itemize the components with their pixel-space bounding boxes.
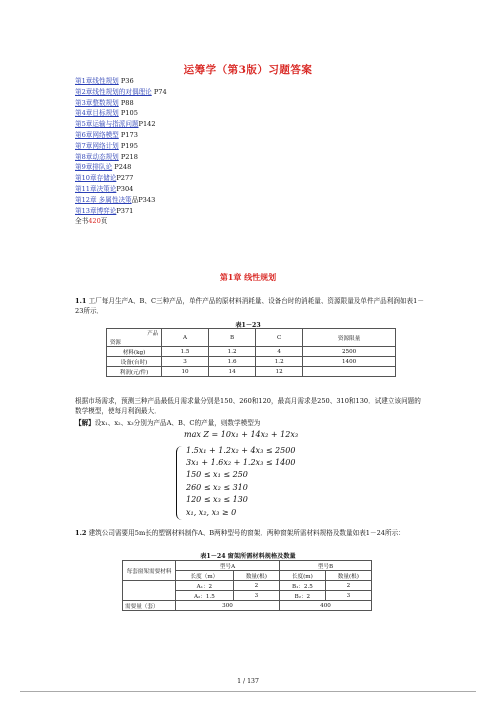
- row-header-cell: 每套窗架需要材料: [123, 561, 176, 581]
- toc-link[interactable]: 第4章目标规划: [75, 109, 119, 118]
- table-header-cell: A: [162, 329, 209, 347]
- toc-link[interactable]: 第11章决策论: [75, 184, 117, 193]
- problem-text: 工厂每月生产A、B、C三种产品，单件产品的原材料消耗量、设备台时的消耗量、资源限量及单件产品利润如表1－23所示．: [75, 297, 424, 315]
- toc-page: P218: [120, 152, 138, 161]
- corner-top-label: 产品: [147, 331, 158, 337]
- table-cell: 1400: [303, 357, 396, 367]
- table-header-cell: 资源限量: [303, 329, 396, 347]
- table-cell: 10: [162, 367, 209, 377]
- toc-link[interactable]: 第10章存储论: [75, 174, 117, 183]
- table-cell: 1.2: [256, 357, 303, 367]
- sub-header-cell: 数量(根): [325, 571, 371, 581]
- constraint-3: 150 ≤ x₁ ≤ 250: [186, 470, 248, 479]
- table-cell: 2: [233, 581, 279, 591]
- table-cell: B₁：2.5: [280, 581, 326, 591]
- toc-item[interactable]: [75, 184, 167, 195]
- table-cell: 3: [233, 591, 279, 601]
- toc-page: 品P343: [131, 195, 156, 204]
- toc-link[interactable]: 第2章线性规划的对偶理论: [75, 87, 152, 96]
- page-number: 1 / 137: [237, 678, 259, 685]
- toc-item[interactable]: [75, 206, 167, 217]
- toc-page: P173: [120, 130, 138, 139]
- table-of-contents: [75, 76, 167, 227]
- table-cell: 3: [162, 357, 209, 367]
- table-cell: 4: [256, 347, 303, 357]
- toc-item[interactable]: [75, 119, 167, 130]
- toc-page: P304: [116, 184, 134, 193]
- toc-link[interactable]: 第5章运输与指派问题: [75, 120, 139, 129]
- constraint-2: 3x₁ + 1.6x₂ + 1.2x₃ ≤ 1400: [186, 458, 296, 467]
- toc-page: P105: [120, 109, 138, 118]
- corner-bottom-label: 资源: [110, 340, 121, 346]
- total-suffix: 页: [100, 217, 108, 226]
- toc-link[interactable]: 第13章博弈论: [75, 206, 117, 215]
- toc-link[interactable]: 第9章排队论: [75, 163, 113, 172]
- empty-cell: [123, 581, 176, 601]
- total-prefix: 全书: [75, 217, 89, 226]
- problem-text: 建筑公司需要用5m长的塑钢材料制作A、B两种型号的窗架．两种窗架所需材料规格及数量如表1－24所示：: [88, 529, 405, 537]
- toc-link[interactable]: 第8章动态规划: [75, 152, 119, 161]
- table-1-caption: 表1－23: [235, 322, 261, 329]
- constraint-4: 260 ≤ x₂ ≤ 310: [186, 483, 248, 492]
- row-label: 设备(台时): [107, 357, 162, 367]
- table-row: [123, 581, 372, 591]
- table-corner-cell: [107, 329, 162, 347]
- toc-page: P277: [116, 174, 134, 183]
- problem-1-1: [75, 296, 425, 316]
- table-row: [107, 367, 396, 377]
- table-cell: 1.5: [162, 347, 209, 357]
- table-cell: 3: [325, 591, 371, 601]
- sub-header-cell: 长度(m): [280, 571, 326, 581]
- table-cell: A₁：2: [176, 581, 234, 591]
- objective-function: max Z = 10x₁ + 14x₂ + 12x₃: [184, 430, 299, 439]
- toc-item[interactable]: [75, 195, 167, 206]
- table-cell: 12: [256, 367, 303, 377]
- problem-1-1-cont: 根据市场需求，预测三种产品最低月需求量分别是150、260和120，最高月需求是250、310和130．试建立该问题的数学模型，使每月利润最大．: [75, 397, 421, 415]
- table-cell: 2: [325, 581, 371, 591]
- toc-item[interactable]: [75, 152, 167, 163]
- table-cell: A₂：1.5: [176, 591, 234, 601]
- row-label: 利润(元/件): [107, 367, 162, 377]
- table-cell: 14: [209, 367, 256, 377]
- toc-page: P371: [116, 206, 134, 215]
- toc-item[interactable]: [75, 130, 167, 141]
- table-2-caption: 表1－24 窗架所需材料规格及数量: [200, 553, 296, 560]
- sub-header-cell: 数量(根): [233, 571, 279, 581]
- constraint-brace: [176, 446, 183, 520]
- table-header-cell: C: [256, 329, 303, 347]
- toc-item[interactable]: [75, 162, 167, 173]
- problem-1-2: [75, 528, 425, 538]
- page-divider: [20, 691, 476, 692]
- table-1-23: [106, 328, 396, 377]
- table-cell: 2500: [303, 347, 396, 357]
- row-label: 材料(kg): [107, 347, 162, 357]
- constraint-1: 1.5x₁ + 1.2x₂ + 4x₃ ≤ 2500: [186, 446, 296, 455]
- demand-a: 300: [176, 601, 280, 611]
- toc-link[interactable]: 第12章 多属性决策: [75, 195, 132, 204]
- toc-page: P248: [114, 163, 132, 172]
- toc-item[interactable]: [75, 173, 167, 184]
- table-row: [107, 357, 396, 367]
- table-1-24: [122, 560, 372, 611]
- toc-page: P195: [120, 141, 138, 150]
- toc-total: [75, 216, 167, 227]
- table-cell: [303, 367, 396, 377]
- toc-page: P74: [153, 87, 167, 96]
- table-cell: B₂：2: [280, 591, 326, 601]
- table-header-cell: B: [209, 329, 256, 347]
- toc-item[interactable]: [75, 141, 167, 152]
- solution-label: 【解】: [75, 419, 95, 427]
- toc-page: P36: [120, 77, 134, 85]
- toc-item[interactable]: [75, 76, 167, 87]
- table-row: [107, 347, 396, 357]
- document-title: 运筹学（第3版）习题答案: [183, 64, 313, 76]
- toc-item[interactable]: [75, 108, 167, 119]
- solution-intro: [75, 418, 425, 428]
- constraint-6: x₁, x₂, x₃ ≥ 0: [186, 508, 237, 517]
- toc-link[interactable]: 第3章整数规划: [75, 98, 119, 107]
- demand-label: 需要量（套）: [123, 601, 176, 611]
- table-cell: 1.2: [209, 347, 256, 357]
- toc-item[interactable]: [75, 98, 167, 109]
- toc-link[interactable]: 第1章线性规划: [75, 77, 119, 85]
- constraint-5: 120 ≤ x₃ ≤ 130: [186, 495, 248, 504]
- toc-link[interactable]: 第7章网络计划: [75, 141, 119, 150]
- toc-page: P142: [138, 120, 156, 129]
- chapter-heading: 第1章 线性规划: [219, 272, 277, 282]
- type-a-header: 型号A: [176, 561, 280, 571]
- table-row: [123, 601, 372, 611]
- sub-header-cell: 长度（m）: [176, 571, 234, 581]
- toc-item[interactable]: [75, 87, 167, 98]
- toc-link[interactable]: 第6章网络模型: [75, 130, 119, 139]
- toc-page: P88: [120, 98, 134, 107]
- solution-text: 设x₁、x₂、x₃分别为产品A、B、C的产量，则数学模型为: [94, 419, 261, 427]
- problem-number: 1.1: [75, 297, 87, 305]
- total-count: 420: [88, 217, 101, 226]
- table-cell: 1.6: [209, 357, 256, 367]
- type-b-header: 型号B: [280, 561, 372, 571]
- demand-b: 400: [280, 601, 372, 611]
- problem-number: 1.2: [75, 529, 87, 537]
